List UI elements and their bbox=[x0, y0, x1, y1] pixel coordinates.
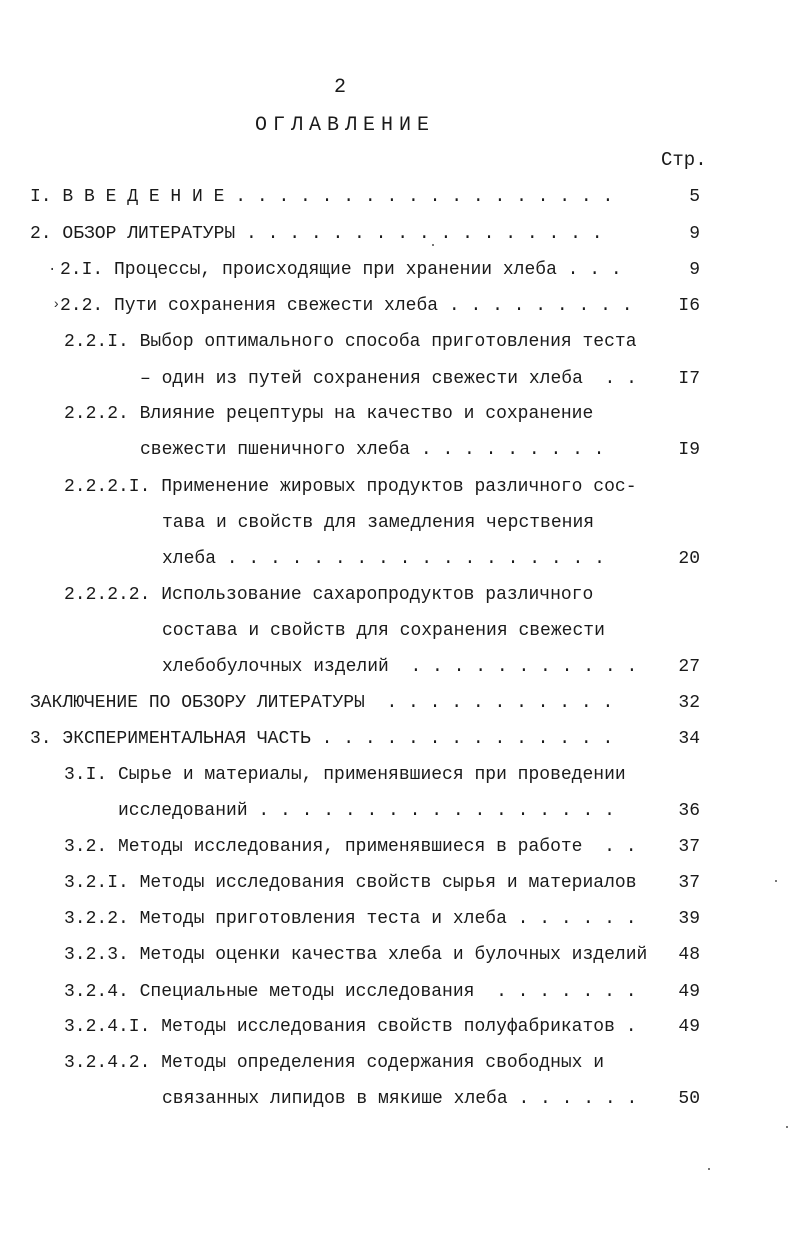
toc-entry-line: 3.I. Сырье и материалы, применявшиеся при проведении bbox=[64, 765, 626, 785]
toc-entry-line: свежести пшеничного хлеба . . . . . . . . . bbox=[140, 440, 605, 460]
toc-entry-line: ЗАКЛЮЧЕНИЕ ПО ОБЗОРУ ЛИТЕРАТУРЫ . . . . . . . . . . . bbox=[30, 693, 614, 713]
toc-entry-page: 27 bbox=[678, 657, 700, 677]
scan-speck bbox=[708, 1168, 710, 1170]
toc-entry-line: 2.2.I. Выбор оптимального способа приготовления теста bbox=[64, 332, 637, 352]
toc-entry-line: 3.2. Методы исследования, применявшиеся в работе . . bbox=[64, 837, 637, 857]
toc-entry-line: I. В В Е Д Е Н И Е . . . . . . . . . . . . . . . . . . bbox=[30, 187, 614, 207]
toc-entry-page: 49 bbox=[678, 982, 700, 1002]
toc-entry-page: 37 bbox=[678, 837, 700, 857]
scan-speck bbox=[775, 880, 777, 882]
toc-entry-line: 3.2.4.2. Методы определения содержания свободных и bbox=[64, 1053, 605, 1073]
toc-entry-line: 3.2.2. Методы приготовления теста и хлеба . . . . . . bbox=[64, 909, 637, 929]
toc-entry-page: 36 bbox=[678, 801, 700, 821]
toc-entry-line: исследований . . . . . . . . . . . . . . . . . bbox=[118, 801, 615, 821]
toc-entry-line: 2. ОБЗОР ЛИТЕРАТУРЫ . . . . . . . . . . . . . . . . . bbox=[30, 224, 603, 244]
toc-entry-page: 32 bbox=[678, 693, 700, 713]
toc-entry-line: 3.2.4. Специальные методы исследования . . . . . . . bbox=[64, 982, 637, 1002]
toc-entry-page: 9 bbox=[689, 224, 700, 244]
page-title: ОГЛАВЛЕНИЕ bbox=[254, 114, 436, 137]
toc-entry-line: 3.2.3. Методы оценки качества хлеба и булочных изделий bbox=[64, 945, 648, 965]
toc-entry-line: 3. ЭКСПЕРИМЕНТАЛЬНАЯ ЧАСТЬ . . . . . . . . . . . . . . bbox=[30, 729, 614, 749]
scan-speck bbox=[786, 1126, 788, 1128]
toc-entry-page: 5 bbox=[689, 187, 700, 207]
toc-entry-page: 50 bbox=[678, 1089, 700, 1109]
toc-entry-page: 48 bbox=[678, 945, 700, 965]
toc-entry-page: I7 bbox=[678, 369, 700, 389]
toc-entry-line: связанных липидов в мякише хлеба . . . . . . bbox=[162, 1089, 638, 1109]
toc-entry-line: тава и свойств для замедления черствения bbox=[162, 513, 595, 533]
toc-entry-page: 39 bbox=[678, 909, 700, 929]
toc-entry-page: I6 bbox=[678, 296, 700, 316]
toc-entry-line: – один из путей сохранения свежести хлеба . . bbox=[140, 369, 637, 389]
toc-entry-line: 3.2.I. Методы исследования свойств сырья и материалов bbox=[64, 873, 637, 893]
toc-entry-line: 3.2.4.I. Методы исследования свойств полуфабрикатов . bbox=[64, 1017, 637, 1037]
toc-entry-line: 2.2.2.I. Применение жировых продуктов различного сос- bbox=[64, 477, 637, 497]
pages-column-heading: Стр. bbox=[661, 149, 707, 171]
toc-entry-line: хлебобулочных изделий . . . . . . . . . . . bbox=[162, 657, 638, 677]
toc-entry-page: I9 bbox=[678, 440, 700, 460]
margin-mark: · bbox=[48, 262, 57, 278]
toc-entry-line: 2.I. Процессы, происходящие при хранении хлеба . . . bbox=[60, 260, 622, 280]
toc-entry-line: хлеба . . . . . . . . . . . . . . . . . . bbox=[162, 549, 605, 569]
toc-entry-line: состава и свойств для сохранения свежести bbox=[162, 621, 605, 641]
toc-entry-line: 2.2. Пути сохранения свежести хлеба . . . . . . . . . bbox=[60, 296, 633, 316]
toc-entry-page: 9 bbox=[689, 260, 700, 280]
toc-entry-page: 34 bbox=[678, 729, 700, 749]
scan-speck bbox=[432, 244, 434, 246]
toc-entry-page: 20 bbox=[678, 549, 700, 569]
toc-entry-page: 37 bbox=[678, 873, 700, 893]
margin-mark: › bbox=[52, 297, 61, 313]
toc-entry-line: 2.2.2.2. Использование сахаропродуктов различного bbox=[64, 585, 594, 605]
page-number: 2 bbox=[333, 76, 346, 99]
toc-entry-line: 2.2.2. Влияние рецептуры на качество и сохранение bbox=[64, 404, 594, 424]
toc-entry-page: 49 bbox=[678, 1017, 700, 1037]
